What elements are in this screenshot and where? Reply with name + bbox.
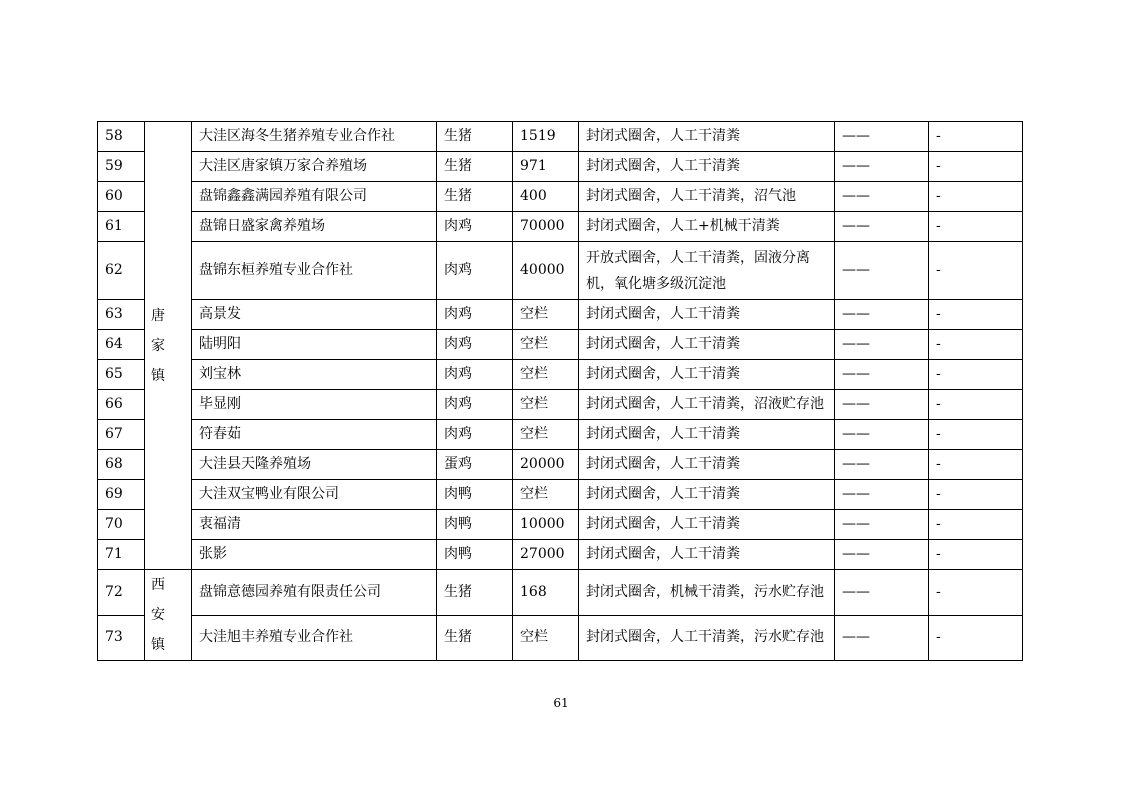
- farm-name-cell: 张影: [192, 540, 437, 570]
- table-row: [98, 615, 1023, 661]
- manure-method-cell: 封闭式圈舍，人工+机械干清粪: [579, 212, 835, 242]
- table-row: [98, 330, 1023, 360]
- stock-count-cell: 400: [513, 182, 579, 212]
- stock-count-cell: 空栏: [513, 420, 579, 450]
- table-row: [98, 540, 1023, 570]
- column-8-cell: -: [929, 242, 1023, 300]
- row-number-cell: 67: [98, 420, 145, 450]
- table-row: [98, 420, 1023, 450]
- farm-name-cell: 大洼旭丰养殖专业合作社: [192, 615, 437, 661]
- farm-name-cell: 高景发: [192, 300, 437, 330]
- manure-method-cell: 封闭式圈舍，人工干清粪，沼液贮存池: [579, 390, 835, 420]
- row-number-cell: 68: [98, 450, 145, 480]
- stock-count-cell: 空栏: [513, 480, 579, 510]
- row-number-cell: 63: [98, 300, 145, 330]
- stock-count-cell: 空栏: [513, 390, 579, 420]
- column-8-cell: -: [929, 300, 1023, 330]
- farm-table: [97, 121, 1023, 661]
- row-number-cell: 71: [98, 540, 145, 570]
- column-7-cell: ——: [835, 570, 929, 616]
- row-number-cell: 61: [98, 212, 145, 242]
- page-number: 61: [553, 696, 569, 710]
- column-7-cell: ——: [835, 212, 929, 242]
- manure-method-cell: 封闭式圈舍，人工干清粪，沼气池: [579, 182, 835, 212]
- row-number-cell: 70: [98, 510, 145, 540]
- row-number-cell: 66: [98, 390, 145, 420]
- livestock-type-cell: 肉鸭: [437, 480, 513, 510]
- manure-method-cell: 封闭式圈舍，人工干清粪: [579, 450, 835, 480]
- farm-name-cell: 大洼县天隆养殖场: [192, 450, 437, 480]
- column-7-cell: ——: [835, 390, 929, 420]
- manure-method-cell: 封闭式圈舍，人工干清粪: [579, 122, 835, 152]
- column-8-cell: -: [929, 615, 1023, 661]
- stock-count-cell: 1519: [513, 122, 579, 152]
- column-7-cell: ——: [835, 182, 929, 212]
- row-number-cell: 69: [98, 480, 145, 510]
- row-number-cell: 62: [98, 242, 145, 300]
- column-7-cell: ——: [835, 420, 929, 450]
- row-number-cell: 72: [98, 570, 145, 616]
- livestock-type-cell: 肉鸡: [437, 242, 513, 300]
- stock-count-cell: 20000: [513, 450, 579, 480]
- livestock-type-cell: 肉鸡: [437, 300, 513, 330]
- stock-count-cell: 空栏: [513, 300, 579, 330]
- manure-method-cell: 封闭式圈舍，人工干清粪: [579, 330, 835, 360]
- livestock-type-cell: 肉鸡: [437, 212, 513, 242]
- row-number-cell: 64: [98, 330, 145, 360]
- livestock-type-cell: 生猪: [437, 182, 513, 212]
- column-7-cell: ——: [835, 330, 929, 360]
- column-8-cell: -: [929, 420, 1023, 450]
- column-8-cell: -: [929, 540, 1023, 570]
- manure-method-cell: 封闭式圈舍，人工干清粪: [579, 152, 835, 182]
- row-number-cell: 59: [98, 152, 145, 182]
- row-number-cell: 65: [98, 360, 145, 390]
- farm-name-cell: 符春茹: [192, 420, 437, 450]
- column-7-cell: ——: [835, 510, 929, 540]
- column-8-cell: -: [929, 152, 1023, 182]
- livestock-type-cell: 肉鸡: [437, 390, 513, 420]
- column-7-cell: ——: [835, 300, 929, 330]
- farm-name-cell: 盘锦意德园养殖有限责任公司: [192, 570, 437, 616]
- table-row: [98, 300, 1023, 330]
- table-body: [98, 122, 1023, 661]
- farm-name-cell: 陆明阳: [192, 330, 437, 360]
- livestock-type-cell: 生猪: [437, 152, 513, 182]
- row-number-cell: 58: [98, 122, 145, 152]
- column-8-cell: -: [929, 570, 1023, 616]
- farm-name-cell: 大洼区唐家镇万家合养殖场: [192, 152, 437, 182]
- table-row: [98, 360, 1023, 390]
- row-number-cell: 60: [98, 182, 145, 212]
- manure-method-cell: 封闭式圈舍，人工干清粪: [579, 420, 835, 450]
- column-8-cell: -: [929, 510, 1023, 540]
- stock-count-cell: 40000: [513, 242, 579, 300]
- stock-count-cell: 168: [513, 570, 579, 616]
- livestock-type-cell: 肉鸭: [437, 540, 513, 570]
- farm-name-cell: 大洼区海冬生猪养殖专业合作社: [192, 122, 437, 152]
- column-7-cell: ——: [835, 242, 929, 300]
- livestock-type-cell: 肉鸡: [437, 420, 513, 450]
- manure-method-cell: 封闭式圈舍，人工干清粪: [579, 360, 835, 390]
- column-8-cell: -: [929, 212, 1023, 242]
- livestock-type-cell: 肉鸡: [437, 330, 513, 360]
- stock-count-cell: 971: [513, 152, 579, 182]
- manure-method-cell: 封闭式圈舍，机械干清粪，污水贮存池: [579, 570, 835, 616]
- table-row: [98, 450, 1023, 480]
- manure-method-cell: 封闭式圈舍，人工干清粪: [579, 540, 835, 570]
- table-row: [98, 122, 1023, 152]
- manure-method-cell: 封闭式圈舍，人工干清粪，污水贮存池: [579, 615, 835, 661]
- farm-name-cell: 盘锦鑫鑫满园养殖有限公司: [192, 182, 437, 212]
- stock-count-cell: 10000: [513, 510, 579, 540]
- table-row: [98, 212, 1023, 242]
- column-7-cell: ——: [835, 615, 929, 661]
- stock-count-cell: 空栏: [513, 330, 579, 360]
- manure-method-cell: 封闭式圈舍，人工干清粪: [579, 300, 835, 330]
- table-row: [98, 570, 1023, 616]
- stock-count-cell: 空栏: [513, 615, 579, 661]
- farm-name-cell: 毕显刚: [192, 390, 437, 420]
- column-8-cell: -: [929, 450, 1023, 480]
- column-8-cell: -: [929, 182, 1023, 212]
- manure-method-cell: 封闭式圈舍，人工干清粪: [579, 510, 835, 540]
- livestock-type-cell: 肉鸭: [437, 510, 513, 540]
- table-row: [98, 242, 1023, 300]
- livestock-type-cell: 生猪: [437, 570, 513, 616]
- town-cell: 西安镇: [145, 570, 192, 661]
- table-row: [98, 390, 1023, 420]
- column-7-cell: ——: [835, 540, 929, 570]
- column-8-cell: -: [929, 360, 1023, 390]
- stock-count-cell: 70000: [513, 212, 579, 242]
- column-8-cell: -: [929, 122, 1023, 152]
- table-row: [98, 152, 1023, 182]
- column-8-cell: -: [929, 390, 1023, 420]
- row-number-cell: 73: [98, 615, 145, 661]
- livestock-type-cell: 肉鸡: [437, 360, 513, 390]
- column-7-cell: ——: [835, 480, 929, 510]
- farm-name-cell: 盘锦日盛家禽养殖场: [192, 212, 437, 242]
- column-7-cell: ——: [835, 152, 929, 182]
- farm-name-cell: 刘宝林: [192, 360, 437, 390]
- stock-count-cell: 27000: [513, 540, 579, 570]
- farm-name-cell: 衷福清: [192, 510, 437, 540]
- column-7-cell: ——: [835, 122, 929, 152]
- town-cell: 唐家镇: [145, 122, 192, 570]
- column-8-cell: -: [929, 330, 1023, 360]
- table-row: [98, 480, 1023, 510]
- manure-method-cell: 封闭式圈舍，人工干清粪: [579, 480, 835, 510]
- livestock-type-cell: 蛋鸡: [437, 450, 513, 480]
- stock-count-cell: 空栏: [513, 360, 579, 390]
- table-row: [98, 510, 1023, 540]
- table-row: [98, 182, 1023, 212]
- livestock-type-cell: 生猪: [437, 615, 513, 661]
- farm-name-cell: 盘锦东桓养殖专业合作社: [192, 242, 437, 300]
- manure-method-cell: 开放式圈舍，人工干清粪，固液分离机，氧化塘多级沉淀池: [579, 242, 835, 300]
- column-7-cell: ——: [835, 450, 929, 480]
- column-7-cell: ——: [835, 360, 929, 390]
- livestock-type-cell: 生猪: [437, 122, 513, 152]
- farm-name-cell: 大洼双宝鸭业有限公司: [192, 480, 437, 510]
- column-8-cell: -: [929, 480, 1023, 510]
